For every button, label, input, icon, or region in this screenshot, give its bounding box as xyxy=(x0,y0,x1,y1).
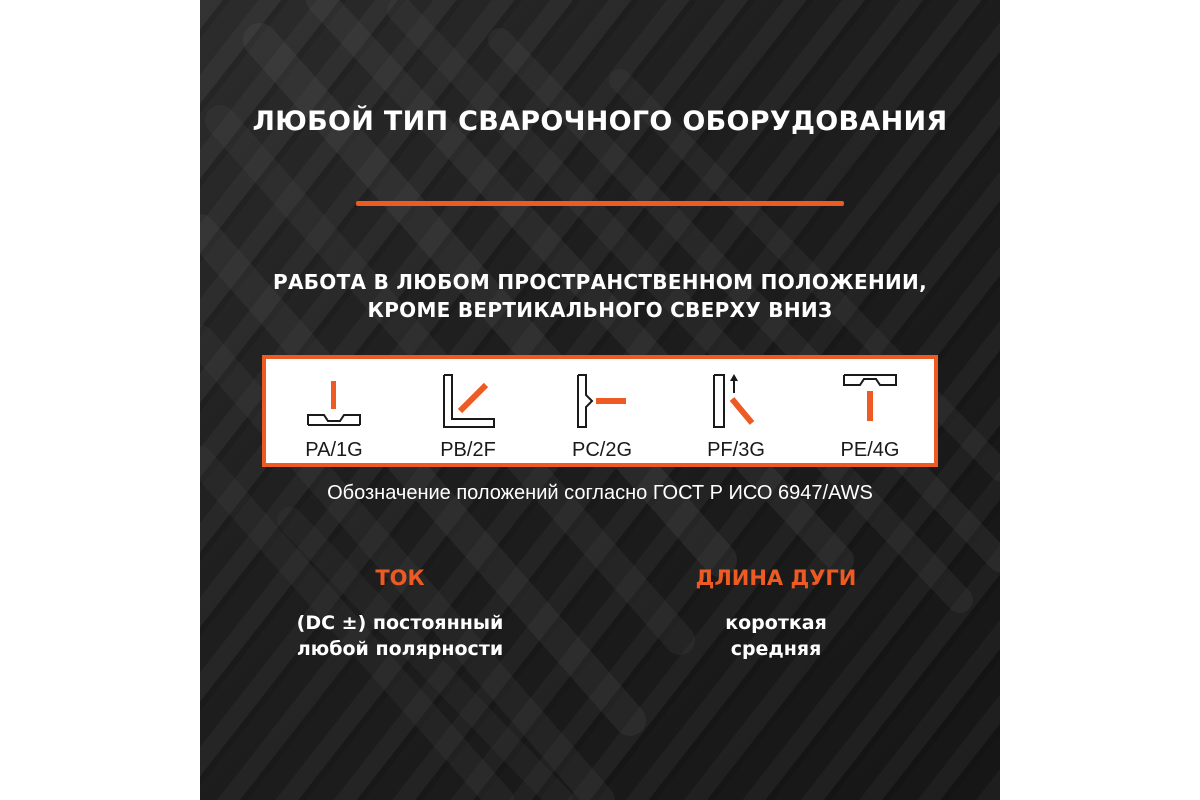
overhead-position-icon xyxy=(840,371,900,431)
arc-length-value xyxy=(616,610,936,662)
position-label: PF/3G xyxy=(707,439,765,461)
position-pc-2g xyxy=(542,365,662,465)
vertical-up-icon xyxy=(706,371,766,431)
current-line-2: любой полярности xyxy=(296,638,504,660)
welding-positions-box xyxy=(262,355,938,467)
arc-length-line-1: короткая xyxy=(725,612,827,634)
current-heading: ТОК xyxy=(375,566,425,590)
page-title: ЛЮБОЙ ТИП СВАРОЧНОГО ОБОРУДОВАНИЯ xyxy=(252,106,948,137)
current-line-1: (DC ±) постоянный xyxy=(296,612,504,634)
horizontal-position-icon xyxy=(572,371,632,431)
standard-caption: Обозначение положений согласно ГОСТ Р ИСО 6947/AWS xyxy=(327,482,873,504)
flat-position-icon xyxy=(304,371,364,431)
horizontal-fillet-icon xyxy=(438,371,498,431)
arc-length-line-2: средняя xyxy=(730,638,822,660)
product-info-panel xyxy=(200,0,1000,800)
position-pb-2f xyxy=(408,365,528,465)
accent-divider xyxy=(356,201,844,206)
subtitle-line-2: КРОМЕ ВЕРТИКАЛЬНОГО СВЕРХУ ВНИЗ xyxy=(367,298,833,322)
position-label: PB/2F xyxy=(440,439,496,461)
position-pe-4g xyxy=(810,365,930,465)
arc-length-heading: ДЛИНА ДУГИ xyxy=(695,566,857,590)
position-subtitle xyxy=(200,268,1000,324)
position-label: PA/1G xyxy=(305,439,363,461)
position-pa-1g xyxy=(274,365,394,465)
arc-length-section xyxy=(616,566,936,662)
current-section xyxy=(240,566,560,662)
current-value xyxy=(240,610,560,662)
position-pf-3g xyxy=(676,365,796,465)
subtitle-line-1: РАБОТА В ЛЮБОМ ПРОСТРАНСТВЕННОМ ПОЛОЖЕНИИ, xyxy=(273,270,927,294)
position-label: PE/4G xyxy=(840,439,900,461)
position-label: PC/2G xyxy=(571,439,633,461)
